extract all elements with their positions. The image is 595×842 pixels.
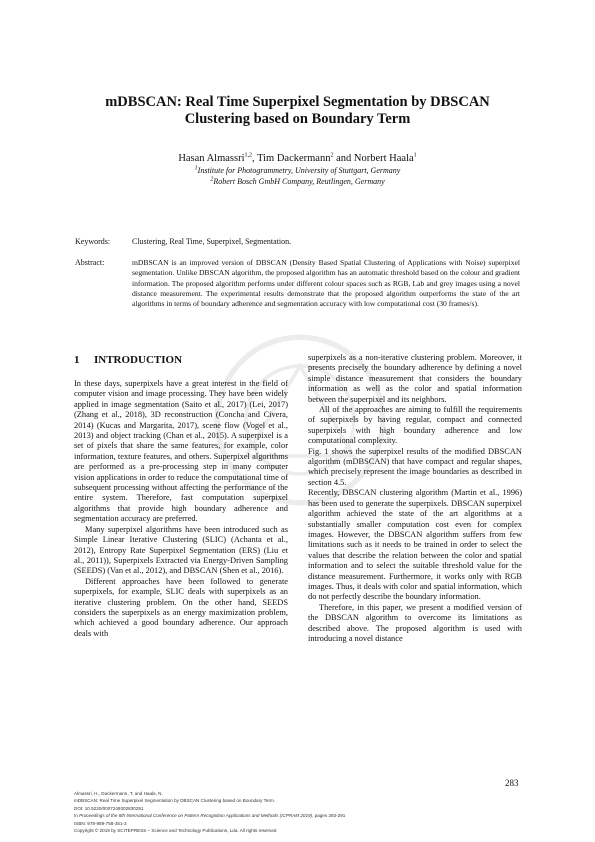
paragraph: In these days, superpixels have a great interest in the field of computer vision and image processing. They have been widely applied in image segmentation (Saito et al., 2017) (Lei, 2017) (Zhang et al., 2018), 3D reconstruction (Concha and Civera, 2014) (Kucas and Margarita, 2017), scene flow (Vogel et al., 2013) and object tracking (Chan et al., 2015). A superpixel is a set of pixels that share the same features, for example, color information, texture features, and others. Superpixel algorithms are performed as a pre-processing step in many computer vision applications in order to reduce the computational time of subsequent processing without affecting the performance of the entire system. Therefore, fast computation superpixel algorithms that provide high boundary adherence and segmentation accuracy are preferred. — [74, 379, 288, 524]
paragraph: superpixels as a non-iterative clustering problem. Moreover, it presents precisely the boundary adherence by defining a novel simple distance measurement that considers the boundary information as well as the color and spatial information between the superpixel and its neighbors. — [308, 353, 522, 404]
author-separator: and — [333, 153, 354, 164]
footer-doi: DOI: 10.5220/0007249302830291 — [74, 805, 144, 811]
paragraph: Recently, DBSCAN clustering algorithm (Martin et al., 1996) has been used to generate the superpixels. DBSCAN superpixel algorithm achieved the state of the art algorithms at a substantially smaller computation cost even for complex images. However, the DBSCAN algorithm suffers from few limitations such as it needs to be trained in order to select the values that describe the relation between the color and spatial information and to select the suitable threshold value for the distance measurement. Furthermore, it works only with RGB images. Thus, it deals with color and spatial information, which do not perfectly describe the boundary information. — [308, 488, 522, 602]
abstract-text: mDBSCAN is an improved version of DBSCAN (Density Based Spatial Clustering of Applications with Noise) superpixel segmentation. Unlike DBSCAN algorithm, the proposed algorithm has an automatic threshold based on the colour and gradient information. The proposed algorithm performs under different colour spaces such as RGB, Lab and grey images using a novel distance measurement. The experimental results demonstrate that the proposed algorithm outperforms the state of the art algorithms in terms of boundary adherence and segmentation accuracy with low computational cost (30 frames/s). — [132, 258, 520, 309]
affiliation-1 — [40, 166, 555, 176]
paragraph: Therefore, in this paper, we present a modified version of the DBSCAN algorithm to overcome its limitations as described above. The proposed algorithm is used with introducing a novel distance — [308, 602, 522, 643]
author-name: Hasan Almassri — [178, 153, 245, 164]
affiliation-2 — [40, 177, 555, 187]
title-line-1: mDBSCAN: Real Time Superpixel Segmentation by DBSCAN — [105, 94, 490, 110]
section-number: 1 — [74, 354, 80, 366]
title-line-2: Clustering based on Boundary Term — [184, 111, 411, 127]
author-name: Norbert Haala — [353, 153, 414, 164]
paragraph: Different approaches have been followed to generate superpixels, for example, SLIC deals with superpixels as an iterative clustering problem. On the other hand, SEEDS considers the superpixels as an energy maximization problem, which achieved a good boundary adherence. Our approach deals with — [74, 576, 288, 638]
keywords-label: Keywords: — [75, 237, 111, 246]
left-column — [74, 353, 288, 639]
section-title: INTRODUCTION — [94, 354, 183, 366]
abstract-label: Abstract: — [75, 258, 105, 267]
paragraph: Many superpixel algorithms have been introduced such as Simple Linear Iterative Clustering (SLIC) (Achanta et al., 2012), Entropy Rate Superpixel Segmentation (ERS) (Liu et al., 2011)), Superpixels Extracted via Energy-Driven Sampling (SEEDS) (Van et al., 2012), and DBSCAN (Shen et al., 2016). — [74, 524, 288, 576]
author-affil-marker: 1 — [413, 152, 417, 159]
footer-proceedings — [74, 812, 534, 819]
footer-isbn: ISBN: 978-989-758-351-3 — [74, 820, 127, 826]
footer-copyright: Copyright © 2019 by SCITEPRESS – Science and Technology Publications, Lda. All rights reserved — [74, 828, 277, 834]
footer-proceedings-pages: , pages 283-291 — [312, 813, 346, 819]
footer-citation-title: mDBSCAN: Real Time Superpixel Segmentation by DBSCAN Clustering based on Boundary Term. — [74, 798, 276, 804]
affiliation-text: Robert Bosch GmbH Company, Reutlingen, Germany — [213, 177, 385, 186]
author-affil-marker: 1,2 — [244, 152, 253, 159]
author-affil-marker: 2 — [330, 152, 334, 159]
footer-proceedings-prefix: In — [74, 813, 80, 819]
affiliation-text: Institute for Photogrammetry, University of Stuttgart, Germany — [197, 166, 401, 175]
affiliation-marker: 2 — [210, 176, 214, 183]
section-heading — [74, 353, 288, 367]
keywords-text: Clustering, Real Time, Superpixel, Segmentation. — [132, 237, 292, 246]
paragraph: All of the approaches are aiming to fulfill the requirements of superpixels by having regular, compact and connected superpixels with high boundary adherence and low computational complexity. — [308, 405, 522, 446]
author-separator: , — [252, 153, 258, 164]
right-column — [308, 353, 522, 644]
paragraph: Fig. 1 shows the superpixel results of the modified DBSCAN algorithm (mDBSCAN) that have compact and regular shapes, which precisely represent the image boundaries as described in section 4.5. — [308, 446, 522, 487]
author-name: Tim Dackermann — [257, 153, 331, 164]
footer-proceedings-title: Proceedings of the 8th International Conference on Pattern Recognition Applications and Methods (ICPRAM 2019) — [79, 813, 313, 819]
footer-citation: Almassri, H., Dackermann, T. and Haala, N. — [74, 791, 163, 796]
affiliation-marker: 1 — [194, 165, 198, 172]
paper-title — [40, 94, 555, 128]
page-number: 283 — [505, 778, 519, 788]
citation-footer — [74, 790, 534, 834]
author-list — [40, 152, 555, 165]
